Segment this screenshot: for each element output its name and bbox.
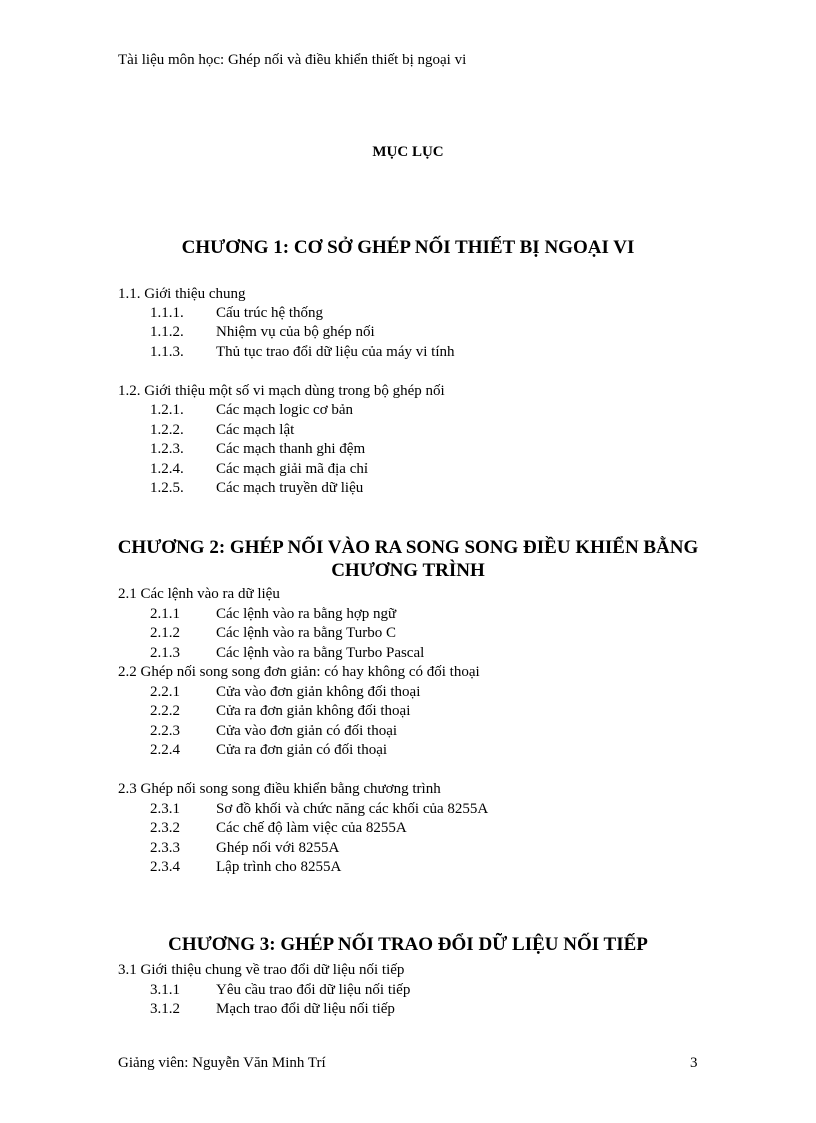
page-header: Tài liệu môn học: Ghép nối và điều khiển thiết bị ngoại vi xyxy=(118,52,467,68)
section-2-1-title: 2.1 Các lệnh vào ra dữ liệu xyxy=(118,586,280,602)
section-1-1-title: 1.1. Giới thiệu chung xyxy=(118,286,246,302)
page-number: 3 xyxy=(690,1055,698,1071)
footer-lecturer: Giảng viên: Nguyễn Văn Minh Trí xyxy=(118,1055,326,1071)
section-1-2-title: 1.2. Giới thiệu một số vi mạch dùng trong bộ ghép nối xyxy=(118,383,445,399)
toc-title: MỤC LỤC xyxy=(372,144,444,160)
chapter-1-title: CHƯƠNG 1: CƠ SỞ GHÉP NỐI THIẾT BỊ NGOẠI VI xyxy=(181,237,635,258)
chapter-2-title-line1: CHƯƠNG 2: GHÉP NỐI VÀO RA SONG SONG ĐIỀU KHIỂN BẰNG xyxy=(117,537,699,558)
section-2-3-title: 2.3 Ghép nối song song điều khiển bằng chương trình xyxy=(118,781,441,797)
section-3-1-title: 3.1 Giới thiệu chung về trao đổi dữ liệu nối tiếp xyxy=(118,962,405,978)
section-2-2-title: 2.2 Ghép nối song song đơn giản: có hay không có đối thoại xyxy=(118,664,480,680)
chapter-3-title: CHƯƠNG 3: GHÉP NỐI TRAO ĐỔI DỮ LIỆU NỐI TIẾP xyxy=(168,934,648,955)
chapter-2-title-line2: CHƯƠNG TRÌNH xyxy=(331,560,485,581)
